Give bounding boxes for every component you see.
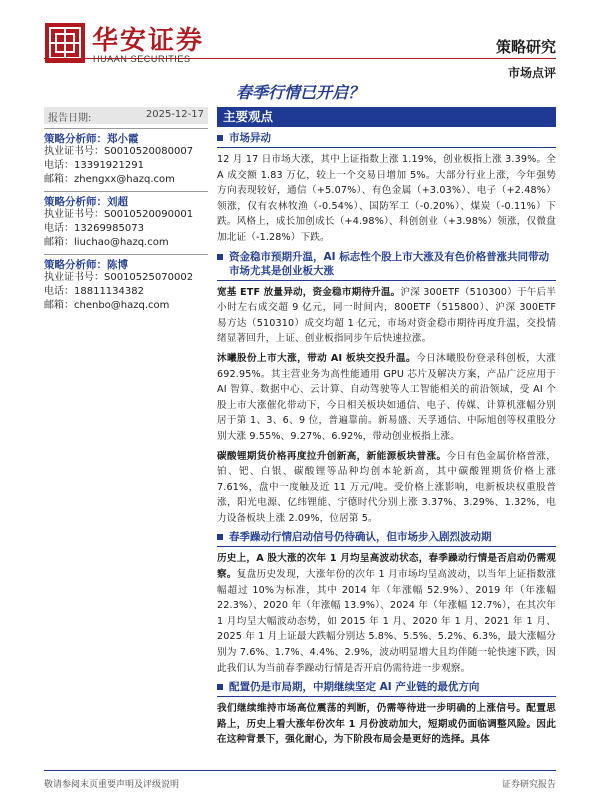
paragraph <box>217 551 556 676</box>
report-date-label: 报告日期: <box>48 113 92 124</box>
square-bullet-icon <box>217 254 223 260</box>
analyst-cert: 执业证书号：S0010525070002 <box>44 272 194 283</box>
main-content <box>217 107 556 748</box>
section-divider <box>217 546 556 547</box>
section-title <box>217 131 556 145</box>
section-title <box>217 530 556 544</box>
section-divider <box>217 147 556 148</box>
paragraph-body: 今日沐曦股份登录科创板，大涨 692.95%。其主营业务为高性能通用 GPU 芯片及解决方案，产品广泛应用于 AI 智算、数据中心、云计算、自动驾驶等人工智能相关的前沿领域，受 AI 个股上市大涨催化带动下，今日相关板块如通信、电子、传媒、计算机涨幅分别居于第 1、3、6、9 位，普遍靠前。新易盛、天孚通信、中际旭创等权重股分别大涨 9.55%、9.27%、6.92%，带动创业板指上涨。 <box>217 352 556 442</box>
paragraph-lead: 我们继续维持市场高位震荡的判断，仍需等待进一步明确的上涨信号。配置思路上，历史上看大涨年份次年 1 月份波动加大，短期或仍面临调整风险。因此在这种背景下，强化耐心，为下阶段布局会是更好的选择。具体 <box>217 703 556 746</box>
paragraph <box>217 701 556 748</box>
paragraph <box>217 285 556 347</box>
analyst-cert: 执业证书号：S0010520090001 <box>44 209 194 220</box>
footer-disclaimer: 敬请参阅末页重要声明及评级说明 <box>44 780 180 790</box>
section-title-text: 配置仍是市局期，中期继续坚定 AI 产业链的最优方向 <box>229 681 480 694</box>
analyst-card <box>44 128 208 187</box>
footer-report-label: 证券研究报告 <box>501 780 556 790</box>
square-bullet-icon <box>217 534 223 540</box>
analyst-name: 策略分析师：陈博 <box>44 254 208 271</box>
section-title <box>217 250 556 278</box>
paragraph-lead: 碳酸锂期货价格再度拉升创新高，新能源板块普涨。 <box>217 450 447 462</box>
paragraph-lead: 历史上，A 股大涨的次年 1 月均呈高波动状态，春季躁动行情是否启动仍需观察。 <box>217 553 556 581</box>
brand-name-cn: 华安证券 <box>92 26 205 56</box>
section-allocation <box>217 680 556 748</box>
analyst-phone: 电话：18811134382 <box>44 286 144 297</box>
section-divider <box>217 696 556 697</box>
paragraph-body: 今日有色金属价格普涨，铂、钯、白银、碳酸锂等品种均创本轮新高，其中碳酸锂期货价格上涨 7.61%，盘中一度触及近 11 万元/吨。受价格上涨影响，电新板块权重股普涨，阳光电源、亿纬锂能、宁德时代分别上涨 3.37%、3.29%、1.32%，电力设备板块上涨 2.09%，位居第 5。 <box>217 450 556 524</box>
header-divider <box>44 58 556 59</box>
analyst-phone: 电话：13269985073 <box>44 223 144 234</box>
analyst-email: 邮箱：chenbo@hazq.com <box>44 300 170 311</box>
paragraph-body: 复盘历史发现，大涨年份的次年 1 月市场均呈高波动，以当年上证指数涨幅超过 10%为标准，其中 2014 年（年涨幅 52.9%）、2019 年（年涨幅 22.3%）、2020 年（年涨幅 13.9%）、2024 年（年涨幅 12.7%），在其次年 1 月均呈大幅波动态势，如 2015 年 1 月、2020 年 1 月、2021 年 1 月、2025 年 1 月上证最大跌幅分别达 5.8%、5.5%、5.2%、6.3%，最大涨幅分别为 7.6%、1.7%、4.4%、2.9%，波动明显增大且均伴随一轮快速下跌，因此我们认为当前春季躁动行情是否开启仍需待进一步观察。 <box>217 569 556 674</box>
section-spring-rally <box>217 530 556 676</box>
report-type: 策略研究 <box>495 38 556 56</box>
footer-divider <box>44 770 556 771</box>
section-divider <box>217 280 556 281</box>
section-title-text: 春季躁动行情启动信号仍待确认，但市场步入剧烈波动期 <box>229 531 492 544</box>
section-market-move <box>217 131 556 246</box>
report-date-bar <box>44 107 208 124</box>
paragraph <box>217 351 556 445</box>
square-bullet-icon <box>217 684 223 690</box>
paragraph <box>217 449 556 527</box>
report-date-value: 2025-12-17 <box>145 109 204 120</box>
square-bullet-icon <box>217 135 223 141</box>
analyst-sidebar <box>44 107 208 313</box>
section-title-text: 市场异动 <box>229 132 271 144</box>
section-heading: 主要观点 <box>217 107 556 127</box>
paragraph-lead: 宽基 ETF 放量异动，资金稳市期待升温。 <box>217 286 401 298</box>
report-subtype: 市场点评 <box>507 66 556 80</box>
analyst-phone: 电话：13391921291 <box>44 160 144 171</box>
paragraph: 12 月 17 日市场大涨，其中上证指数上涨 1.19%，创业板指上涨 3.39%。全 A 成交额 1.83 万亿，较上一个交易日增加 5%。大部分行业上涨，今年强势方向表现较好，通信（+5.07%）、有色金属（+3.03%）、电子（+2.48%）领涨，仅有农林牧渔（-0.54%）、国防军工（-0.20%）、煤炭（-0.11%）下跌。风格上，成长加创成长（+4.98%）、科创创业（+3.98%）领涨，仅微盘加北证（-1.28%）下跌。 <box>217 154 556 243</box>
paragraph-lead: 沐曦股份上市大涨，带动 AI 板块交投升温。 <box>217 352 417 364</box>
brand-name-en: HUAAN SECURITIES <box>93 54 191 64</box>
analyst-name: 策略分析师：郑小霞 <box>44 128 208 145</box>
section-title-text: 资金稳市预期升温，AI 标志性个股上市大涨及有色价格普涨共同带动市场尤其是创业板大涨 <box>229 250 550 277</box>
section-title <box>217 680 556 694</box>
analyst-card <box>44 254 208 313</box>
analyst-cert: 执业证书号：S0010520080007 <box>44 146 194 157</box>
analyst-email: 邮箱：zhengxx@hazq.com <box>44 174 175 185</box>
analyst-card <box>44 191 208 250</box>
paragraph-body: 沪深 300ETF（510300）于午后半小时左右成交超 9 亿元，同一时间内，800ETF（515800）、沪深 300ETF 易方达（510310）成交均超 1 亿元，市场对资金稳市期待再度升温，交投情绪显著回升，上证、创业板指同步午后快速拉涨。 <box>217 286 557 345</box>
analyst-email: 邮箱：liuchao@hazq.com <box>44 237 169 248</box>
analyst-name: 策略分析师：刘超 <box>44 191 208 208</box>
section-fund-support <box>217 250 556 527</box>
page-title: 春季行情已开启？ <box>235 83 364 102</box>
